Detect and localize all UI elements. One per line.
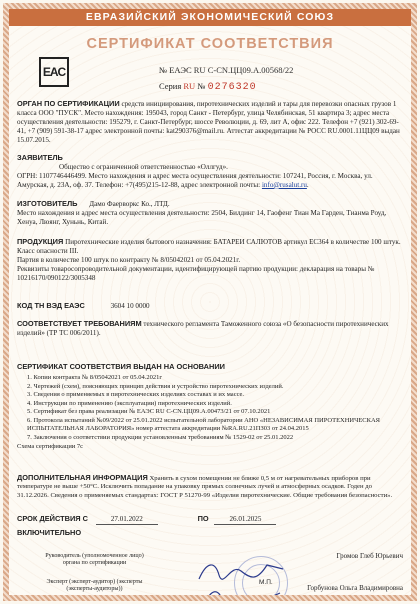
series-label: Серия xyxy=(159,81,182,91)
conformity-label: СООТВЕТСТВУЕТ ТРЕБОВАНИЯМ xyxy=(17,319,142,328)
organ-label: ОРГАН ПО СЕРТИФИКАЦИИ xyxy=(17,99,120,108)
applicant-label: ЗАЯВИТЕЛЬ xyxy=(17,153,63,162)
applicant-section xyxy=(17,154,403,190)
product-text-1: Пиротехнические изделия бытового назначения: БАТАРЕИ САЛЮТОВ артикул ЕС364 в количестве 100 штук. Класс опасности III. xyxy=(17,238,401,255)
conformity-section xyxy=(17,320,403,338)
basis-item: 7. Заключения о соответствии продукции установленным требованиям № 1529-02 от 25.01.2022 xyxy=(27,434,294,442)
mp-label: М.П. xyxy=(259,579,273,586)
applicant-text: ОГРН: 1107746446499. Место нахождения и адрес места осуществления деятельности: 107241, Россия, г. Москва, ул. Амурская, д. 23А, оф. 37. Телефон: +7(495)215-12-88, адрес электронной почты: xyxy=(17,171,373,189)
conformity-text: технического регламента Таможенного союза «О безопасности пиротехнических изделий» (ТР ТС 006/2011). xyxy=(17,320,389,337)
basis-item: 1. Копии контракта № 8/05042021 от 05.04.2021г xyxy=(27,373,162,381)
tnved-code: 3604 10 0000 xyxy=(110,302,150,310)
additional-info-text: Хранить в сухом помещении не ближе 0,5 м от нагревательных приборов при температуре не выше +50°С. Исключить попадание на упаковку прямых солнечных лучей и атмосферных осадков. Годен до 31.12.2026. Сведения о применяемых стандартах: ГОСТ Р 51270-99 «Изделия пиротехнические. Общие требования безопасности». xyxy=(17,475,393,499)
basis-list xyxy=(17,374,403,443)
union-header: ЕВРАЗИЙСКИЙ ЭКОНОМИЧЕСКИЙ СОЮЗ xyxy=(9,9,411,26)
applicant-end: . xyxy=(306,180,309,189)
basis-label: СЕРТИФИКАТ СООТВЕТСТВИЯ ВЫДАН НА ОСНОВАНИИ xyxy=(17,362,225,371)
validity-to-date: 26.01.2025 xyxy=(214,515,276,525)
tnved-label: КОД ТН ВЭД ЕАЭС xyxy=(17,301,85,310)
certification-scheme: Схема сертификации 7с xyxy=(17,442,84,450)
head-signature xyxy=(197,557,287,587)
manufacturer-section xyxy=(17,200,403,227)
basis-item: 3. Сведения о применяемых в пиротехнических изделиях составах и их массе. xyxy=(27,391,245,399)
validity-section xyxy=(17,515,403,538)
expert-name: Горбунова Ольга Владимировна xyxy=(307,584,403,592)
certificate-body xyxy=(9,9,411,595)
tnved-section xyxy=(17,302,403,311)
expert-signature xyxy=(204,587,284,595)
basis-item: 4. Инструкции по применению (эксплуатации) пиротехнических изделий. xyxy=(27,399,232,407)
serial-number: 0276320 xyxy=(207,82,257,93)
certificate-title: СЕРТИФИКАТ СООТВЕТСТВИЯ xyxy=(86,36,334,52)
basis-item: 2. Чертежей (схем), поясняющих принцип действия и устройство пиротехнических изделий. xyxy=(27,382,284,390)
serial-prefix: № xyxy=(197,81,206,91)
product-text-2: Партия в количестве 100 штук по контракту № 8/05042021 от 05.04.2021г. xyxy=(17,255,241,264)
product-label: ПРОДУКЦИЯ xyxy=(17,237,64,246)
organ-section xyxy=(17,100,403,145)
product-text-3: Реквизиты товаросопроводительной документации, идентифицирующей партию продукции: декларация на товары № 10216170/090122/3005348 xyxy=(17,264,375,282)
validity-from-date: 27.01.2022 xyxy=(96,515,158,525)
manufacturer-text: Место нахождения и адрес места осуществления деятельности: 2504, Билдинг 14, Гаофенг Тиан Ма Гарден, Тианма Роуд, Хенуа, Люянг, Хуньнь, Китай. xyxy=(17,208,387,226)
applicant-email[interactable]: info@rusalut.ru xyxy=(261,180,307,189)
expert-caption: Эксперт (эксперт-аудитор) (эксперты (эксперты-аудиторы)) xyxy=(46,579,143,593)
manufacturer-name: Дамо Фаерворкс Ко., ЛТД. xyxy=(89,200,170,208)
certificate-serial xyxy=(159,81,257,93)
basis-item: 5. Сертификат без права реализации № ЕАЭС RU С-CN.ЦЦ09.А.00473/21 от 07.10.2021 xyxy=(27,408,271,416)
basis-section xyxy=(17,363,403,452)
manufacturer-label: ИЗГОТОВИТЕЛЬ xyxy=(17,199,78,208)
cert-number-value: RU С-CN.ЦЦ09.А.00568/22 xyxy=(193,65,294,75)
certificate-number xyxy=(159,65,293,75)
series-value: RU xyxy=(183,81,196,91)
validity-inclusive: ВКЛЮЧИТЕЛЬНО xyxy=(17,527,82,537)
basis-item: 6. Протокола испытаний №09/2022 от 25.01.2022 испытательной лаборатории АНО «НЕЗАВИСИМАЯ ПИРОТЕХНИЧЕСКАЯ ИСПЫТАТЕЛЬНАЯ ЛАБОРАТОРИЯ» номер аттестата аккредитации №RA.RU.21ПЗ03 от 24.04.2015 xyxy=(27,416,381,433)
validity-from-label: СРОК ДЕЙСТВИЯ С xyxy=(17,514,89,523)
head-caption: Руководитель (уполномоченное лицо) органа по сертификации xyxy=(45,553,144,567)
product-section xyxy=(17,238,403,283)
additional-info-section xyxy=(17,474,403,500)
additional-info-label: ДОПОЛНИТЕЛЬНАЯ ИНФОРМАЦИЯ xyxy=(17,473,148,482)
cert-no-label: № ЕАЭС xyxy=(159,65,192,75)
head-name: Громов Глеб Юрьевич xyxy=(336,552,403,560)
applicant-name: Общество с ограниченной ответственностью «Оллгуд». xyxy=(59,162,228,171)
validity-to-label: ПО xyxy=(197,514,209,523)
organ-text: средств инициирования, пиротехнических изделий и тары для перевозки опасных грузов 1 класса ООО "ПУСК". Место нахождения: 195043, город Санкт - Петербург, улица Челябинская, 51 квартира 3; адрес места осуществления деятельности: 195279, г. Санкт-Петербург, шоссе Революции, д. 69, лит А, офис 222. Телефон +7 (921) 302-69-41, +7 (909) 591-38-17 адрес электронной почты: kat290376@mail.ru. Аттестат аккредитации № РОСС RU.0001.11ЦЦ09 выдан 15.07.2015. xyxy=(17,100,400,144)
eac-logo: EAC xyxy=(39,57,69,87)
